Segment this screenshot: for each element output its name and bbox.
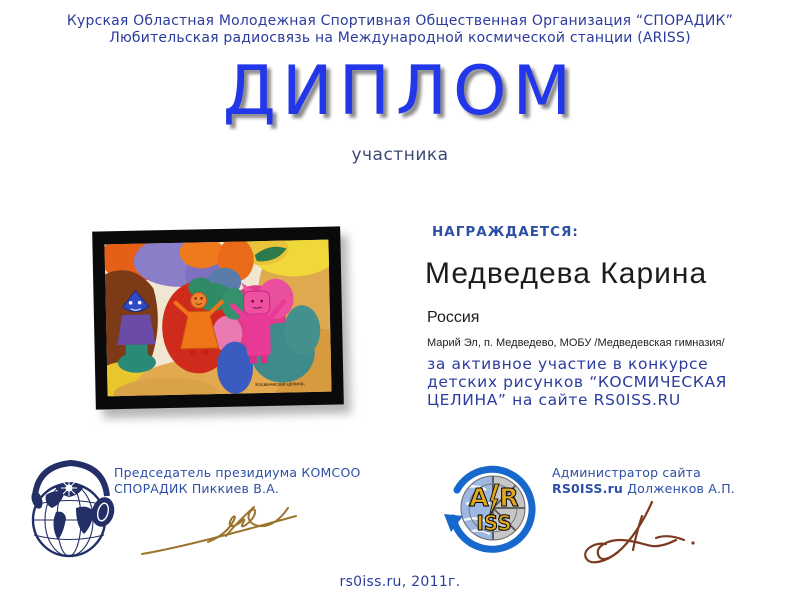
- ariss-logo-icon: [436, 458, 546, 562]
- header-line-1: Курская Областная Молодежная Спортивная Общественная Организация “СПОРАДИК”: [66, 13, 734, 29]
- sporadik-globe-headphones-icon: [26, 458, 116, 566]
- header-line-2: Любительская радиосвязь на Международной космической станции (ARISS): [109, 30, 691, 46]
- left-signatory-title: [114, 465, 361, 496]
- left-signatory-line1: Председатель президиума КОМСОО: [114, 465, 361, 480]
- awarded-to-label: НАГРАЖДАЕТСЯ:: [432, 224, 579, 240]
- svg-text:A: A: [469, 483, 489, 512]
- artwork-caption: Космическая целина,: [255, 381, 306, 389]
- footer-site-year: rs0iss.ru, 2011г.: [339, 574, 461, 590]
- right-signatory-title: [552, 465, 735, 496]
- recipient-country: Россия: [427, 309, 480, 326]
- diploma-title: ДИПЛОМ: [222, 52, 578, 131]
- svg-text:R: R: [499, 483, 519, 512]
- award-reason: за активное участие в конкурсе детских рисунков “КОСМИЧЕСКАЯ ЦЕЛИНА” на сайте RS0ISS.RU: [427, 355, 728, 409]
- right-signatory-line2: [552, 481, 735, 497]
- recipient-affiliation: Марий Эл, п. Медведево, МОБУ /Медведевская гимназия/: [427, 337, 725, 349]
- right-signatory-line1: Администратор сайта: [552, 465, 702, 480]
- child-drawing-image: [104, 240, 331, 397]
- left-signatory-line2: СПОРАДИК Пиккиев В.А.: [114, 480, 280, 496]
- right-signatory-site: RS0ISS.ru: [552, 480, 624, 496]
- recipient-name: Медведева Карина: [425, 257, 708, 290]
- right-signatory-name: Долженков А.П.: [623, 480, 735, 496]
- right-signature: [556, 496, 706, 575]
- artwork-frame: [92, 226, 344, 409]
- left-signature: [138, 494, 303, 563]
- svg-text:ISS: ISS: [476, 511, 512, 535]
- diploma-subtitle: участника: [351, 145, 449, 165]
